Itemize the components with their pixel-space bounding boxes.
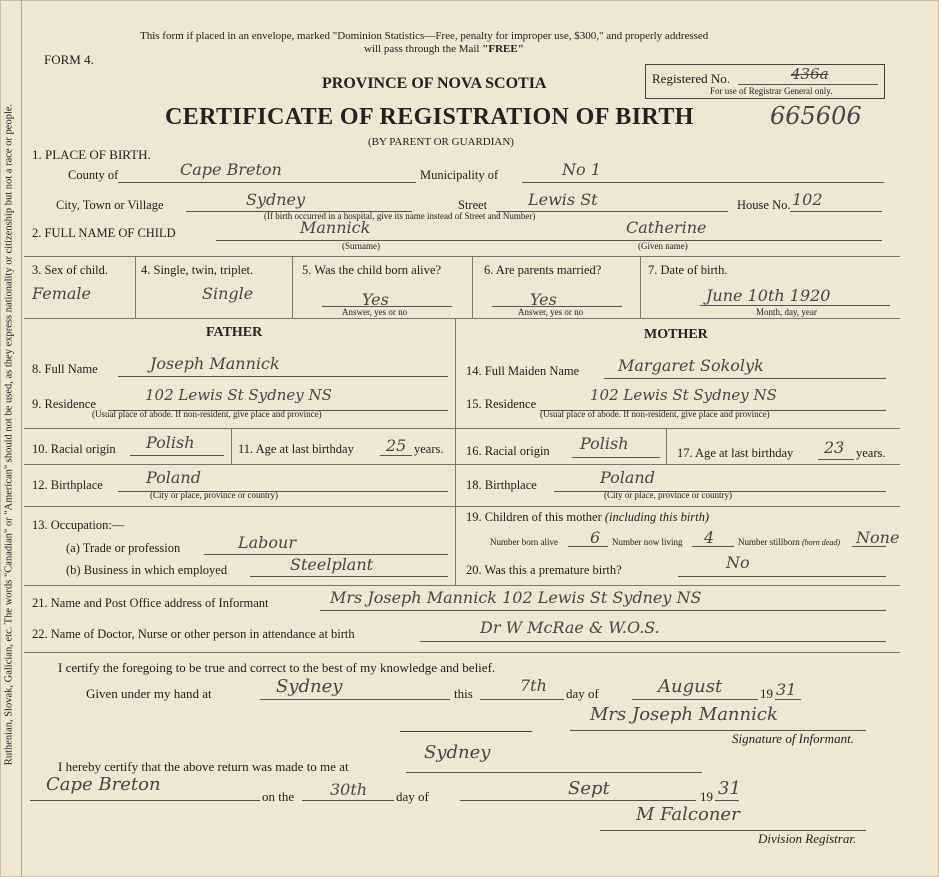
trade-label: (a) Trade or profession xyxy=(66,541,181,555)
registrar-county-line xyxy=(30,800,260,801)
born-alive-line xyxy=(568,546,608,547)
father-age-label: 11. Age at last birthday xyxy=(238,442,354,456)
reg-day-value: 30th xyxy=(330,780,368,799)
married-note: Answer, yes or no xyxy=(518,307,584,317)
business-label: (b) Business in which employed xyxy=(66,563,228,577)
box-divider-1 xyxy=(135,256,136,318)
registered-box xyxy=(645,64,885,99)
month-line xyxy=(632,699,758,700)
envelope-note-1: This form if placed in an envelope, marked "Dominion Statistics—Free, penalty for improper use, $300," and properly addressed xyxy=(140,30,709,42)
occupation-label: 13. Occupation:— xyxy=(32,518,125,532)
registrar-place-line xyxy=(406,772,702,773)
mother-residence-value: 102 Lewis St Sydney NS xyxy=(590,386,777,404)
certify-statement: I certify the foregoing to be true and correct to the best of my knowledge and belief. xyxy=(58,660,496,675)
year-prefix: 19 xyxy=(760,686,773,701)
birth-date-line xyxy=(700,305,890,306)
reg-year-prefix: 19 xyxy=(700,789,713,804)
side-note: Ruthenian, Slovak, Galician, etc. The words "Canadian" or "American" should not be used, as they express nationality or citizenship but not a race or people. xyxy=(3,103,15,766)
side-rule xyxy=(21,0,22,877)
envelope-note-2: will pass through the Mail xyxy=(364,43,480,55)
children-label: 19. Children of this mother xyxy=(466,510,602,524)
informant-signature-label: Signature of Informant. xyxy=(732,731,854,746)
child-name-line xyxy=(216,240,882,241)
father-residence-label: 9. Residence xyxy=(32,397,96,411)
birth-date-note: Month, day, year xyxy=(756,307,817,317)
stillborn-label: Number stillborn xyxy=(738,537,800,547)
mother-age-line xyxy=(818,459,854,460)
sex-label: 3. Sex of child. xyxy=(32,263,109,277)
house-value: 102 xyxy=(792,190,823,209)
doctor-label: 22. Name of Doctor, Nurse or other person in attendance at birth xyxy=(32,627,355,641)
box-divider-3 xyxy=(472,256,473,318)
mother-children-rule xyxy=(455,506,900,507)
street-label: Street xyxy=(458,198,488,212)
surname-note: (Surname) xyxy=(342,241,380,251)
house-line xyxy=(790,211,882,212)
child-given-name: Catherine xyxy=(626,218,707,237)
box-divider-4 xyxy=(640,256,641,318)
this-label: this xyxy=(454,686,473,701)
year-line xyxy=(775,699,801,700)
children-label-italic: (including this birth) xyxy=(604,510,710,524)
registered-line xyxy=(738,84,878,85)
short-divider xyxy=(400,731,532,732)
registrar-signature: M Falconer xyxy=(636,804,740,825)
day-line xyxy=(480,699,564,700)
mother-residence-label: 15. Residence xyxy=(466,397,537,411)
registrar-certify: I hereby certify that the above return was made to me at xyxy=(58,759,349,774)
father-racial-value: Polish xyxy=(146,433,195,452)
county-line xyxy=(118,182,416,183)
parents-divider xyxy=(455,318,456,585)
registrar-label: Division Registrar. xyxy=(758,831,857,846)
alive-value: Yes xyxy=(362,290,389,309)
mother-racial-divider xyxy=(666,428,667,464)
informant-signature: Mrs Joseph Mannick xyxy=(590,704,778,725)
sex-value: Female xyxy=(32,284,91,303)
year-value: 31 xyxy=(776,680,797,699)
business-value: Steelplant xyxy=(290,555,374,574)
mother-age-value: 23 xyxy=(824,438,845,457)
county-label: County of xyxy=(68,168,119,182)
day-value: 7th xyxy=(520,676,547,695)
father-racial-line xyxy=(130,455,224,456)
father-name-value: Joseph Mannick xyxy=(150,354,280,373)
premature-value: No xyxy=(726,553,750,572)
mother-age-years: years. xyxy=(856,446,886,460)
municipality-line xyxy=(522,182,884,183)
mother-name-label: 14. Full Maiden Name xyxy=(466,364,580,378)
single-label: 4. Single, twin, triplet. xyxy=(141,263,254,277)
alive-note: Answer, yes or no xyxy=(342,307,408,317)
registrar-only-note: For use of Registrar General only. xyxy=(710,86,833,96)
mother-racial-label: 16. Racial origin xyxy=(466,444,550,458)
mother-racial-value: Polish xyxy=(580,434,629,453)
father-heading: FATHER xyxy=(206,325,263,340)
reg-year-line xyxy=(715,800,739,801)
mother-racial-top xyxy=(455,428,900,429)
alive-label: 5. Was the child born alive? xyxy=(302,263,442,277)
child-surname: Mannick xyxy=(300,218,371,237)
father-name-line xyxy=(118,376,448,377)
child-name-label: 2. FULL NAME OF CHILD xyxy=(32,226,176,240)
reg-year-value: 31 xyxy=(718,778,741,799)
father-residence-note: (Usual place of abode. If non-resident, give place and province) xyxy=(92,409,322,419)
father-birthplace-label: 12. Birthplace xyxy=(32,478,103,492)
father-age-value: 25 xyxy=(386,436,407,455)
stillborn-label-row xyxy=(738,537,840,547)
father-occupation-rule xyxy=(24,506,455,507)
reg-day-of-label: day of xyxy=(396,789,429,804)
children-label-row xyxy=(466,510,709,525)
province-heading: PROVINCE OF NOVA SCOTIA xyxy=(322,75,547,92)
doctor-value: Dr W McRae & W.O.S. xyxy=(480,618,660,637)
mother-residence-note: (Usual place of abode. If non-resident, give place and province) xyxy=(540,409,770,419)
mother-racial-bottom xyxy=(455,464,900,465)
mother-name-line xyxy=(604,378,886,379)
envelope-free: "FREE" xyxy=(482,43,524,55)
father-racial-top xyxy=(24,428,455,429)
birth-date-label: 7. Date of birth. xyxy=(648,263,728,277)
envelope-note-2-row xyxy=(364,43,524,55)
reg-month-line xyxy=(460,800,696,801)
municipality-value: No 1 xyxy=(562,160,601,179)
stillborn-note: (born dead) xyxy=(802,538,840,547)
informant-rule xyxy=(24,585,900,586)
father-name-label: 8. Full Name xyxy=(32,362,98,376)
registered-value: 436a xyxy=(791,65,829,83)
father-age-years: years. xyxy=(414,442,444,456)
premature-label: 20. Was this a premature birth? xyxy=(466,563,622,577)
registrar-county-value: Cape Breton xyxy=(46,774,161,795)
city-label: City, Town or Village xyxy=(56,198,164,212)
trade-value: Labour xyxy=(238,533,296,552)
father-birthplace-value: Poland xyxy=(146,468,201,487)
reg-month-value: Sept xyxy=(568,778,610,799)
house-label: House No. xyxy=(737,198,791,212)
registered-label: Registered No. xyxy=(652,71,730,86)
on-the-label: on the xyxy=(262,789,295,804)
given-name-note: (Given name) xyxy=(638,241,688,251)
form-number: FORM 4. xyxy=(44,52,94,67)
mother-birthplace-note: (City or place, province or country) xyxy=(604,490,732,500)
municipality-label: Municipality of xyxy=(420,168,499,182)
father-racial-label: 10. Racial origin xyxy=(32,442,116,456)
father-birthplace-note: (City or place, province or country) xyxy=(150,490,278,500)
birth-date-value: June 10th 1920 xyxy=(706,286,831,305)
born-alive-label: Number born alive xyxy=(490,537,558,547)
hospital-note: (If birth occurred in a hospital, give its name instead of Street and Number) xyxy=(264,211,536,221)
box-divider-2 xyxy=(292,256,293,318)
month-value: August xyxy=(658,676,723,697)
father-age-line xyxy=(380,455,412,456)
informant-label: 21. Name and Post Office address of Informant xyxy=(32,596,269,610)
father-racial-divider xyxy=(231,428,232,464)
given-place-value: Sydney xyxy=(276,676,343,697)
county-value: Cape Breton xyxy=(180,160,282,179)
mother-racial-line xyxy=(572,457,660,458)
doctor-rule xyxy=(24,652,900,653)
given-place-line xyxy=(260,699,450,700)
mother-age-label: 17. Age at last birthday xyxy=(677,446,794,460)
city-value: Sydney xyxy=(246,190,306,209)
living-value: 4 xyxy=(704,528,715,547)
informant-value: Mrs Joseph Mannick 102 Lewis St Sydney NS xyxy=(330,588,702,607)
row-rule-top xyxy=(24,256,900,257)
married-value: Yes xyxy=(530,290,557,309)
father-racial-bottom xyxy=(24,464,455,465)
doctor-line xyxy=(420,641,886,642)
single-value: Single xyxy=(202,284,254,303)
mother-name-value: Margaret Sokolyk xyxy=(618,356,764,375)
day-of-label: day of xyxy=(566,686,599,701)
living-label: Number now living xyxy=(612,537,683,547)
informant-line xyxy=(320,610,886,611)
mother-birthplace-value: Poland xyxy=(600,468,655,487)
mother-birthplace-label: 18. Birthplace xyxy=(466,478,537,492)
married-label: 6. Are parents married? xyxy=(484,263,602,277)
place-section-label: 1. PLACE OF BIRTH. xyxy=(32,147,151,162)
certificate-number: 665606 xyxy=(770,102,862,130)
street-value: Lewis St xyxy=(528,190,598,209)
father-residence-value: 102 Lewis St Sydney NS xyxy=(145,386,332,404)
premature-line xyxy=(678,576,886,577)
reg-day-line xyxy=(302,800,394,801)
mother-heading: MOTHER xyxy=(644,327,708,342)
given-label: Given under my hand at xyxy=(86,686,212,701)
certificate-title: CERTIFICATE OF REGISTRATION OF BIRTH xyxy=(165,104,694,130)
stillborn-value: None xyxy=(856,528,900,547)
born-alive-value: 6 xyxy=(590,528,601,547)
registrar-place-value: Sydney xyxy=(424,742,491,763)
business-line xyxy=(250,576,448,577)
row-rule-bottom xyxy=(24,318,900,319)
certificate-subtitle: (BY PARENT OR GUARDIAN) xyxy=(368,136,514,148)
